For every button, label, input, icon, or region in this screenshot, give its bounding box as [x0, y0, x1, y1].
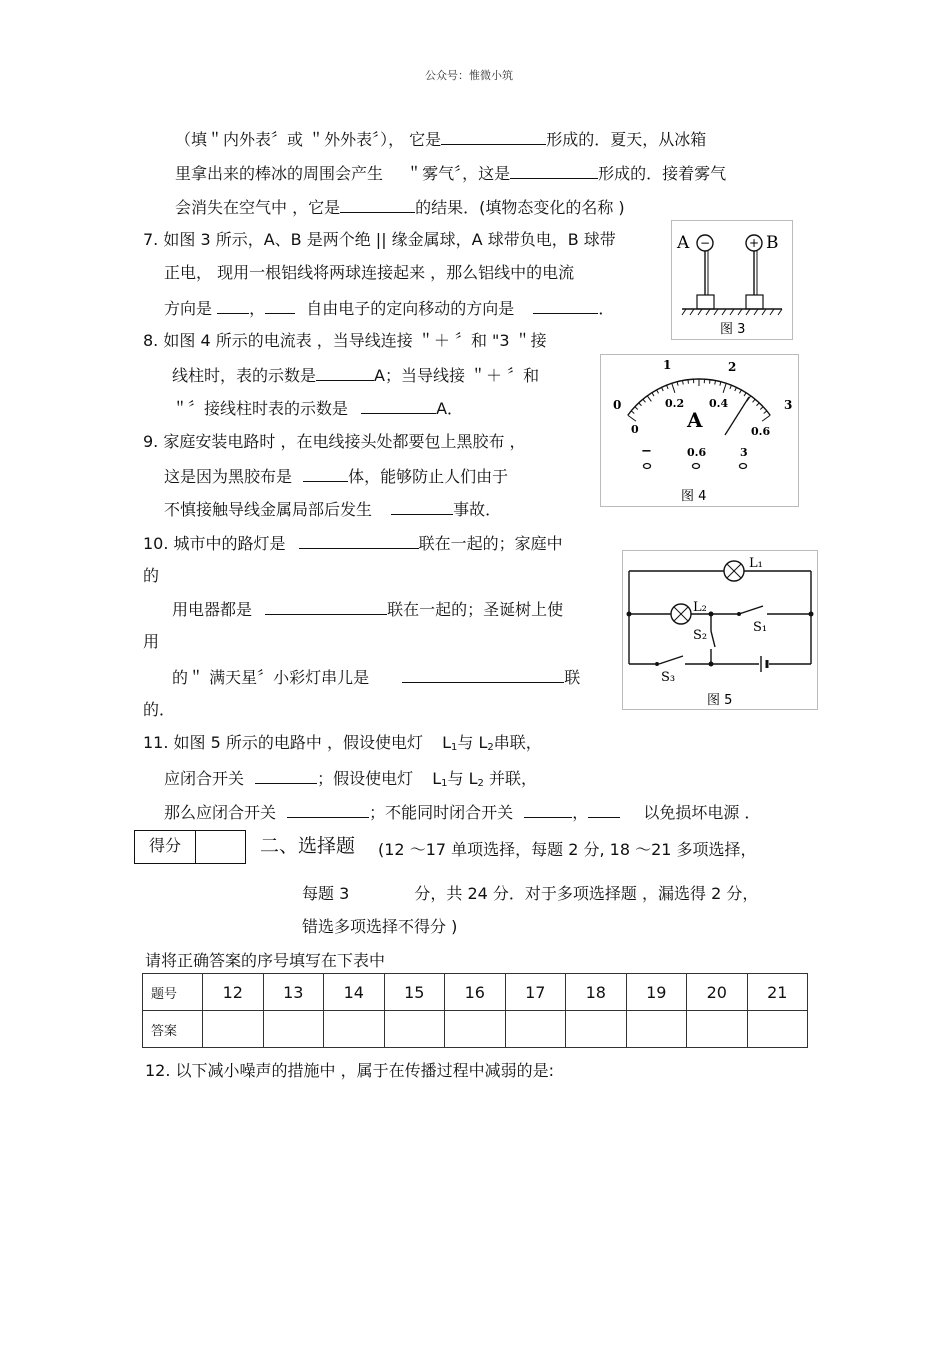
answer-cell-21[interactable] [747, 1011, 808, 1048]
q7-blank-2[interactable] [265, 297, 295, 314]
q6-line3-a: 会消失在空气中 ，它是 [175, 198, 341, 217]
q11-l2: $L_2$ [478, 733, 494, 753]
q8-line3-a: ＂〞接线柱时表的示数是 [172, 399, 349, 418]
label-l2: L₂ [693, 600, 707, 615]
label-s1: S₁ [753, 620, 768, 635]
score-label: 得分 [135, 831, 196, 863]
q9-line2-b: 体，能够防止人们由于 [348, 467, 509, 486]
answer-cell-16[interactable] [445, 1011, 506, 1048]
q6-line1 [175, 128, 706, 150]
q6-blank-3[interactable] [340, 196, 415, 213]
scale-tick [762, 415, 770, 421]
section2-title: 二、选择题 [260, 835, 356, 857]
q6-line3-b: 的结果．(填物态变化的名称 ) [415, 198, 625, 217]
question-number-14: 14 [324, 974, 385, 1011]
answer-cell-17[interactable] [505, 1011, 566, 1048]
q10-wrap1: 的 [143, 566, 160, 585]
scale-tick [723, 383, 726, 393]
score-box [134, 830, 246, 864]
answer-cell-15[interactable] [384, 1011, 445, 1048]
q9-line2-a: 这是因为黑胶布是 [164, 467, 293, 486]
figure-3-drawing [672, 221, 792, 339]
ball-b-sign: + [748, 236, 760, 250]
q11-line2-c: 并联， [489, 769, 538, 788]
q6-line2-c: 形成的．接着雾气 [598, 164, 727, 183]
q11-line1-a: 11. 如图 5 所示的电路中 ，假设使电灯 [143, 733, 423, 752]
q9-blank-1[interactable] [303, 465, 348, 482]
q11-line3 [164, 801, 760, 823]
q10-line3-b: 联 [564, 668, 581, 687]
q11-line1 [143, 733, 542, 758]
q11-line3-a: 那么应闭合开关 [164, 803, 277, 822]
answer-table [142, 973, 808, 1048]
top-tick-2: 2 [728, 360, 737, 374]
q10-line1-a: 10. 城市中的路灯是 [143, 534, 286, 553]
question-number-label: 题号 [143, 974, 203, 1011]
inner-tick-2: 0.4 [709, 397, 729, 410]
terminal-06-label: 0.6 [687, 446, 707, 459]
q6-line3 [175, 196, 625, 218]
ball-b-label: B [766, 233, 779, 253]
q8-blank-2[interactable] [361, 397, 436, 414]
q9-line2 [164, 465, 508, 487]
section2-desc3: 错选多项选择不得分 ) [302, 917, 458, 936]
q10-blank-3[interactable] [402, 666, 564, 683]
question-number-18: 18 [566, 974, 627, 1011]
q6-line1-b: 形成的．夏天，从冰箱 [546, 130, 707, 149]
score-value[interactable] [196, 831, 245, 863]
page-header: 公众号：惟微小筑 [425, 69, 513, 82]
q11-yu: 与 [457, 733, 474, 752]
section2-desc2 [302, 884, 758, 904]
q12-stem: 12. 以下减小噪声的措施中 ，属于在传播过程中减弱的是: [145, 1061, 555, 1080]
terminal-3-label: 3 [740, 446, 748, 459]
q10-wrap3: 的． [143, 700, 176, 719]
question-number-19: 19 [626, 974, 687, 1011]
q11-line3-c: 以免损坏电源 ． [643, 803, 761, 822]
section2-desc2-a: 每题 3 [302, 884, 350, 903]
figure-3 [671, 220, 793, 340]
q11-sep: ， [572, 803, 589, 822]
q11-blank-3[interactable] [524, 801, 572, 818]
unit-label: A [687, 408, 703, 432]
q6-line2-a: 里拿出来的棒冰的周围会产生 [175, 164, 384, 183]
section2-desc2-b: 分，共 24 分．对于多项选择题 ，漏选得 2 分， [414, 884, 759, 903]
q6-line2 [175, 162, 726, 184]
q10-line3-a: 的＂ 满天星〞小彩灯串儿是 [172, 668, 370, 687]
lamp-l2 [671, 604, 691, 624]
needle [725, 397, 749, 435]
inner-tick-0: 0 [631, 423, 639, 436]
figure-5-caption: 图 5 [707, 693, 733, 708]
q11-blank-2[interactable] [287, 801, 369, 818]
terminal-06 [693, 464, 700, 469]
inner-tick-1: 0.2 [665, 397, 685, 410]
q7-end: ． [598, 299, 615, 318]
top-tick-3: 3 [784, 398, 793, 412]
q9-line3 [164, 498, 501, 520]
terminal-minus [644, 464, 651, 469]
answer-label: 答案 [143, 1011, 203, 1048]
ball-a-sign: − [699, 236, 711, 250]
answer-cell-12[interactable] [203, 1011, 264, 1048]
q10-line2 [172, 598, 563, 620]
q6-line2-b: ＂雾气〞，这是 [406, 164, 511, 183]
q9-line3-a: 不慎接触导线金属局部后发生 [164, 500, 373, 519]
scale-tick [628, 415, 636, 421]
figure-3-caption: 图 3 [720, 322, 746, 337]
q11-line2-a: 应闭合开关 [164, 769, 245, 788]
stand-a [697, 295, 714, 309]
q8-line2 [172, 364, 539, 386]
q11-l2b: $L_2$ [468, 769, 484, 789]
figure-4-caption: 图 4 [681, 489, 707, 504]
q7-sep: ， [249, 299, 266, 318]
q6-blank-1[interactable] [441, 128, 546, 145]
label-s3: S₃ [661, 670, 676, 685]
q11-l1b: $L_1$ [432, 769, 448, 789]
section2-desc1: (12 ～17 单项选择，每题 2 分, 18 ～21 多项选择， [378, 840, 757, 859]
question-number-21: 21 [747, 974, 808, 1011]
q10-line3 [172, 666, 580, 688]
q11-blank-4[interactable] [588, 801, 620, 818]
q8-line3 [172, 397, 463, 419]
figure-4 [600, 354, 799, 507]
stand-b [746, 295, 763, 309]
inner-tick-3: 0.6 [751, 425, 771, 438]
q7-line1: 7. 如图 3 所示，A、B 是两个绝 || 缘金属球，A 球带负电，B 球带 [143, 230, 616, 249]
terminal-minus-label: − [641, 444, 652, 459]
q11-blank-1[interactable] [255, 767, 317, 784]
scale-tick [672, 383, 675, 393]
q7-blank-1[interactable] [217, 297, 249, 314]
q7-line2: 正电， 现用一根铝线将两球连接起来 ，那么铝线中的电流 [164, 263, 575, 282]
q11-line2 [164, 767, 537, 794]
q10-wrap2: 用 [143, 632, 160, 651]
q11-line3-b: ；不能同时闭合开关 [369, 803, 514, 822]
q8-line1: 8. 如图 4 所示的电流表 ，当导线连接 ＂＋ 〞和 "3 ＂接 [143, 331, 547, 350]
q10-line1 [143, 532, 563, 554]
label-s2: S₂ [693, 628, 708, 643]
question-number-12: 12 [203, 974, 264, 1011]
figure-4-drawing [601, 355, 798, 506]
top-tick-1: 1 [663, 358, 672, 372]
answer-cell-13[interactable] [263, 1011, 324, 1048]
answer-cell-14[interactable] [324, 1011, 385, 1048]
answer-cell-20[interactable] [687, 1011, 748, 1048]
q11-line1-b: 串联， [493, 733, 542, 752]
q7-blank-3[interactable] [533, 297, 598, 314]
q7-line3 [164, 297, 614, 319]
answer-table-caption: 请将正确答案的序号填写在下表中 [145, 951, 386, 970]
label-l1: L₁ [749, 556, 763, 571]
q8-blank-1[interactable] [316, 364, 374, 381]
q8-line3-b: A． [436, 399, 464, 418]
question-number-15: 15 [384, 974, 445, 1011]
q10-line2-b: 联在一起的；圣诞树上使 [387, 600, 564, 619]
question-number-17: 17 [505, 974, 566, 1011]
q9-line1: 9. 家庭安装电路时 ，在电线接头处都要包上黑胶布 ， [143, 432, 526, 451]
answer-cell-19[interactable] [626, 1011, 687, 1048]
question-number-20: 20 [687, 974, 748, 1011]
q10-line1-b: 联在一起的；家庭中 [418, 534, 563, 553]
ball-a-label: A [677, 233, 690, 253]
top-tick-0: 0 [613, 398, 622, 412]
q11-yu-b: 与 [447, 769, 464, 788]
answer-table-answer-row [143, 1011, 808, 1048]
q6-blank-2[interactable] [510, 162, 598, 179]
q8-line2-b: A；当导线接 ＂＋ 〞和 [374, 366, 540, 385]
answer-table-header-row [143, 974, 808, 1011]
q10-blank-2[interactable] [265, 598, 387, 615]
question-number-13: 13 [263, 974, 324, 1011]
q9-blank-2[interactable] [391, 498, 453, 515]
terminal-3 [740, 464, 747, 469]
q9-line3-b: 事故． [453, 500, 502, 519]
q10-line2-a: 用电器都是 [172, 600, 253, 619]
lamp-l1 [724, 561, 744, 581]
q11-l1: $L_1$ [442, 733, 458, 753]
q11-line2-b: ；假设使电灯 [317, 769, 414, 788]
q6-line1-a: （填＂内外表〞或 ＂外外表〞）， 它是 [175, 130, 442, 149]
scale-tick [647, 396, 651, 402]
figure-5 [622, 550, 818, 710]
answer-cell-18[interactable] [566, 1011, 627, 1048]
q8-line2-a: 线柱时，表的示数是 [172, 366, 317, 385]
q7-line3-b: 自由电子的定向移动的方向是 [306, 299, 515, 318]
question-number-16: 16 [445, 974, 506, 1011]
q7-line3-a: 方向是 [164, 299, 213, 318]
figure-5-drawing [623, 551, 817, 709]
q10-blank-1[interactable] [299, 532, 419, 549]
